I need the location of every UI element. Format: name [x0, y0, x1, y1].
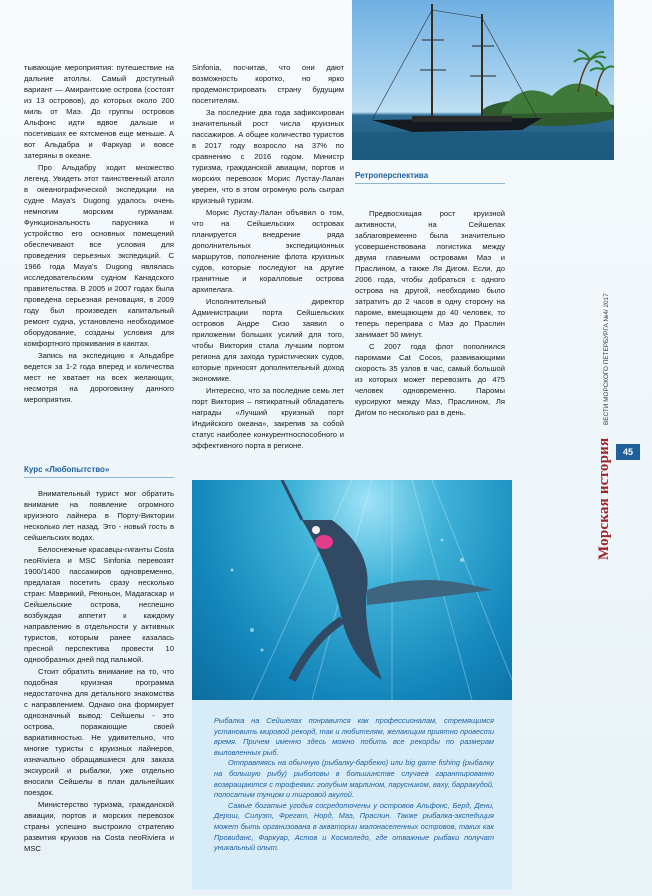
photo-caption [192, 700, 512, 890]
journal-section-title: Морская история [596, 437, 612, 560]
paragraph: тывающие мероприятия: путешествие на дальние атоллы. Самый доступный вариант — Амирантские острова (состоят из 13 островов), до которых около 200 миль от Маэ. До группы островов Альфонс идти вдвое дальше и посетивших ее яхтсменов еще меньше. А вот Альдабра и Фаркуар и вовсе затеряны в океане. [24, 63, 174, 160]
paragraph: За последние два года зафиксирован значительный рост числа круизных пассажиров. А общее количество туристов в 2017 году возросло на 37% по сравнению с 2016 годом. Министр туризма, гражданской авиации, портов и морских перевозок Морис Лустау-Лалан уверен, что в этом огромную роль сыграл круизный туризм. [192, 108, 344, 205]
paragraph: Стоит обратить внимание на то, что подобная круизная программа недостаточна для детального знакомства с направлением. Однако она формирует однозначный вывод: Сейшелы - это острова, поражающие своей вариативностью. Не удивительно, что многие туристы с круизных лайнеров, изначально обращавшиеся для заказа экскурсий и рыбалки, уже отдельно вносили Сейшелы в план дальнейших поездок. [24, 667, 174, 797]
column-2 [192, 62, 344, 451]
sailing-ship-photo [352, 0, 614, 160]
paragraph: Запись на экспедицию к Альдабре ведется за 1-2 года вперед и количества мест не хватает на всех желающих, несмотря на дороговизну данного мероприятия. [24, 351, 174, 404]
marlin-underwater-photo [192, 480, 512, 700]
paragraph: Sinfonia, посчитав, что они дают возможность коротко, но ярко продемонстрировать страну будущим посетителям. [192, 63, 344, 105]
issue-info: ВЕСТИ МОРСКОГО ПЕТЕРБУРГА №4/ 2017 [603, 293, 610, 425]
section-heading-retrospective: Ретроперспектива [355, 171, 505, 184]
paragraph: Внимательный турист мог обратить внимание на появление огромного круизного лайнера в Порту-Виктории несколько лет назад. Это - новый гость в сейшельских водах. [24, 489, 174, 542]
column-1-top [24, 62, 174, 405]
section-heading-curiosity: Курс «Любопытство» [24, 465, 174, 478]
paragraph: Исполнительный директор Администрации порта Сейшельских островов Андре Сизо заявил о приложении больших усилий для того, чтобы Виктория стала лучшим портом региона для захода туристических судов, которые приносят дополнительный доход экономике. [192, 297, 344, 383]
paragraph: Морис Лустау-Лалан объявил о том, что на Сейшельских островах планируется внедрение ряда дополнительных экспедиционных маршрутов, пополнение флота круизных судов, которые последуют на другие гранитные и коралловые острова архипелага. [192, 208, 344, 294]
marlin-bill [282, 480, 302, 520]
caption-paragraph: Рыбалка на Сейшелах понравится как профессионалам, стремящимся установить мировой рекорд, так и любителям, желающим приятно провести время. Причем именно здесь можно побить все рекорды по размерам выловленных рыб. [214, 716, 494, 757]
column-3 [355, 208, 505, 418]
paragraph: Министерство туризма, гражданской авиации, портов и морских перевозок страны успешно выстроило стратегию развития круизов на Costa neoRiviera и MSC [24, 800, 174, 853]
caption-paragraph: Отправляясь на обычную (рыбалку-барбекю) или big game fishing (рыбалку на большую рыбу) рыболовы в большинстве случаев гарантированно возвращаются с трофеями: голубым марлином, парусником, вахy, барракудой, полосатым тунцом и тигровой акулой. [214, 758, 494, 800]
sailing-ship-illustration [352, 0, 614, 160]
caption-paragraph: Самые богатые угодья сосредоточены у островов Альфонс, Берд, Дени, Дерош, Силуэт, Фрегат, Норд, Маэ, Праслин. Также рыбалка-экспедиция может быть организована в акватории малонаселенных островов, таких как Провиданс, Фаркуар, Астов и Космоледо, где отважные рыбаки получат уникальный опыт. [214, 800, 494, 853]
paragraph: Предвосхищая рост круизной активности, на Сейшелах заблаговременно была значительно усовершенствована логистика между двумя главными островами Маэ и Праслином, а также Ля Дигом. Если, до 2006 года, чтобы добраться с одного острова на другой, необходимо было затратить до 2 часов в одну сторону на пароме, вмещающем до 40 человек, то теперь переправа с Маэ до Праслин занимает 50 минут. [355, 209, 505, 339]
column-1-bottom [24, 488, 174, 854]
lure [315, 535, 333, 549]
paragraph: Про Альдабру ходит множество легенд. Увидеть этот таинственный атолл в океанографической экспедиции на судне Maya's Dugong удалось очень немногим морским гурманам. Функциональность парусника и устройство его основных помещений обеспечивают все условия для проведения серьезных экспедиций. С 1966 года Maya's Dugong являлась исследовательским судном Канадского правительства. В 2005 и 2007 годах была проведена серьезная реновация, в 2009 году был произведен капитальный ремонт судна, установлено необходимое оборудование, созданы условия для комфортного проживания в каютах. [24, 163, 174, 348]
paragraph: Интересно, что за последние семь лет порт Виктория – пятикратный обладатель награды «Лучший круизный порт Индийского океана», закрепив за собой статус наиболее конкурентноспособного и эффективного порта в регионе. [192, 386, 344, 450]
paragraph: Белоснежные красавцы-гиганты Costa neoRiviera и MSC Sinfonia перевозят 1900/1400 пассажиров одновременно, предлагая посетить сразу несколько стран: Маврикий, Реюньон, Мадагаскар и Сейшельские острова, неспешно возбуждая аппетит к каждому направлению в отдельности у активных туристов, которым ранее казалась пресной перспектива провести 10 однообразных дней под пальмой. [24, 545, 174, 664]
paragraph: С 2007 года флот пополнился паромами Cat Cocos, развивающими скорость 35 узлов в час, самый большой из которых может перевозить до 475 человек одновременно. Паромы курсируют между Маэ, Праслином, Ля Дигом по несколько раз в день. [355, 342, 505, 417]
marlin-illustration [192, 480, 512, 700]
page-number: 45 [616, 444, 640, 460]
